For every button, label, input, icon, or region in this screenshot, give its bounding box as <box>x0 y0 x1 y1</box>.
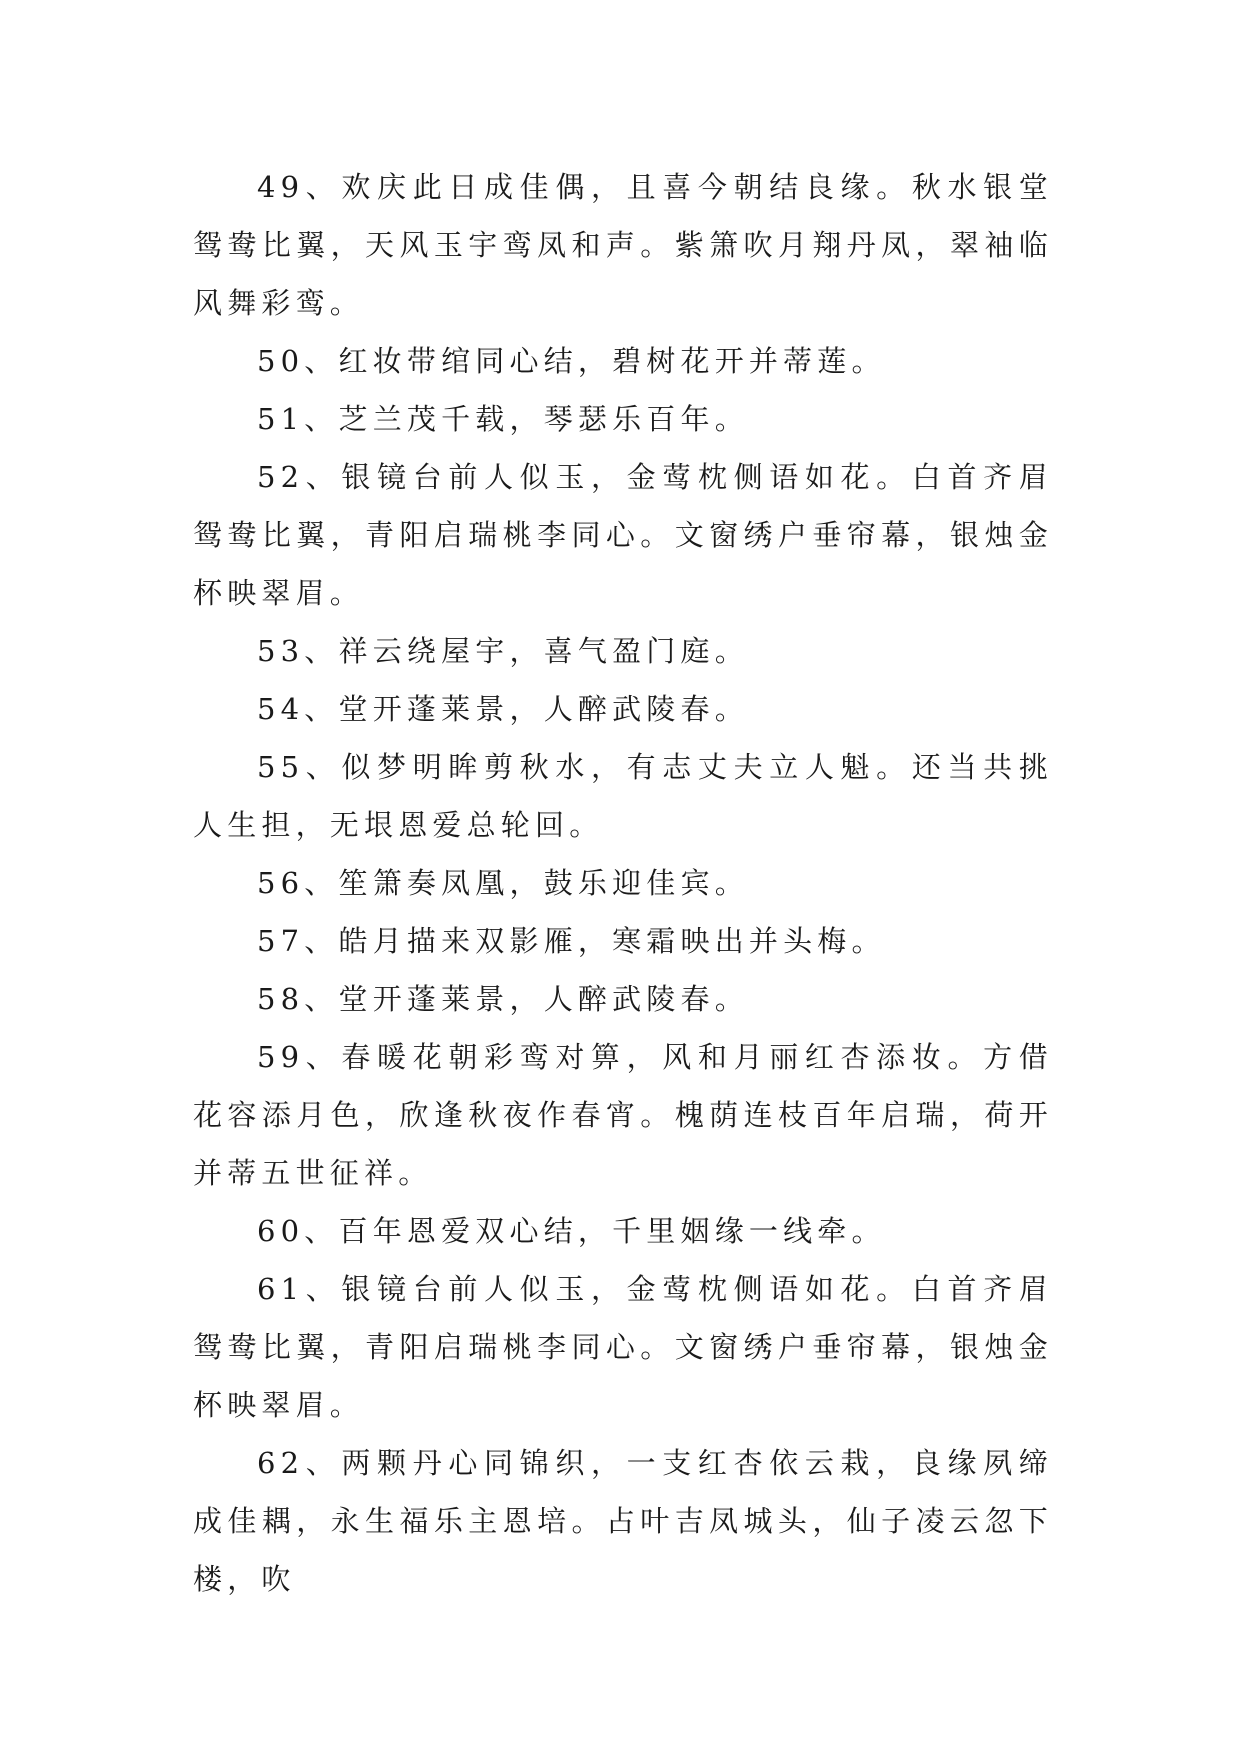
paragraph-60: 60、百年恩爱双心结，千里姻缘一线牵。 <box>257 1214 886 1248</box>
paragraph-52: 52、银镜台前人似玉，金莺枕侧语如花。白首齐眉鸳鸯比翼，青阳启瑞桃李同心。文窗绣户垂帘幕，银烛金杯映翠眉。 <box>193 460 1053 610</box>
paragraph-51: 51、芝兰茂千载，琴瑟乐百年。 <box>257 402 749 436</box>
paragraph-56: 56、笙箫奏凤凰，鼓乐迎佳宾。 <box>257 866 749 900</box>
paragraph-59: 59、春暖花朝彩鸾对箅，风和月丽红杏添妆。方借花容添月色，欣逢秋夜作春宵。槐荫连枝百年启瑞，荷开并蒂五世征祥。 <box>193 1040 1053 1190</box>
paragraph-62: 62、两颗丹心同锦织，一支红杏依云栽，良缘夙缔成佳耦，永生福乐主恩培。占叶吉凤城头，仙子凌云忽下楼，吹 <box>193 1446 1053 1596</box>
paragraph-55: 55、似梦明眸剪秋水，有志丈夫立人魁。还当共挑人生担，无垠恩爱总轮回。 <box>193 750 1053 842</box>
paragraph-54: 54、堂开蓬莱景，人醉武陵春。 <box>257 692 749 726</box>
paragraph-50: 50、红妆带绾同心结，碧树花开并蒂莲。 <box>257 344 886 378</box>
paragraph-61: 61、银镜台前人似玉，金莺枕侧语如花。白首齐眉鸳鸯比翼，青阳启瑞桃李同心。文窗绣户垂帘幕，银烛金杯映翠眉。 <box>193 1272 1053 1422</box>
paragraph-58: 58、堂开蓬莱景，人醉武陵春。 <box>257 982 749 1016</box>
paragraph-53: 53、祥云绕屋宇，喜气盈门庭。 <box>257 634 749 668</box>
paragraph-49: 49、欢庆此日成佳偶，且喜今朝结良缘。秋水银堂鸳鸯比翼，天风玉宇鸾凤和声。紫箫吹月翔丹凤，翠袖临风舞彩鸾。 <box>193 170 1053 320</box>
paragraph-57: 57、皓月描来双影雁，寒霜映出并头梅。 <box>257 924 886 958</box>
document-body <box>193 158 1053 1608</box>
